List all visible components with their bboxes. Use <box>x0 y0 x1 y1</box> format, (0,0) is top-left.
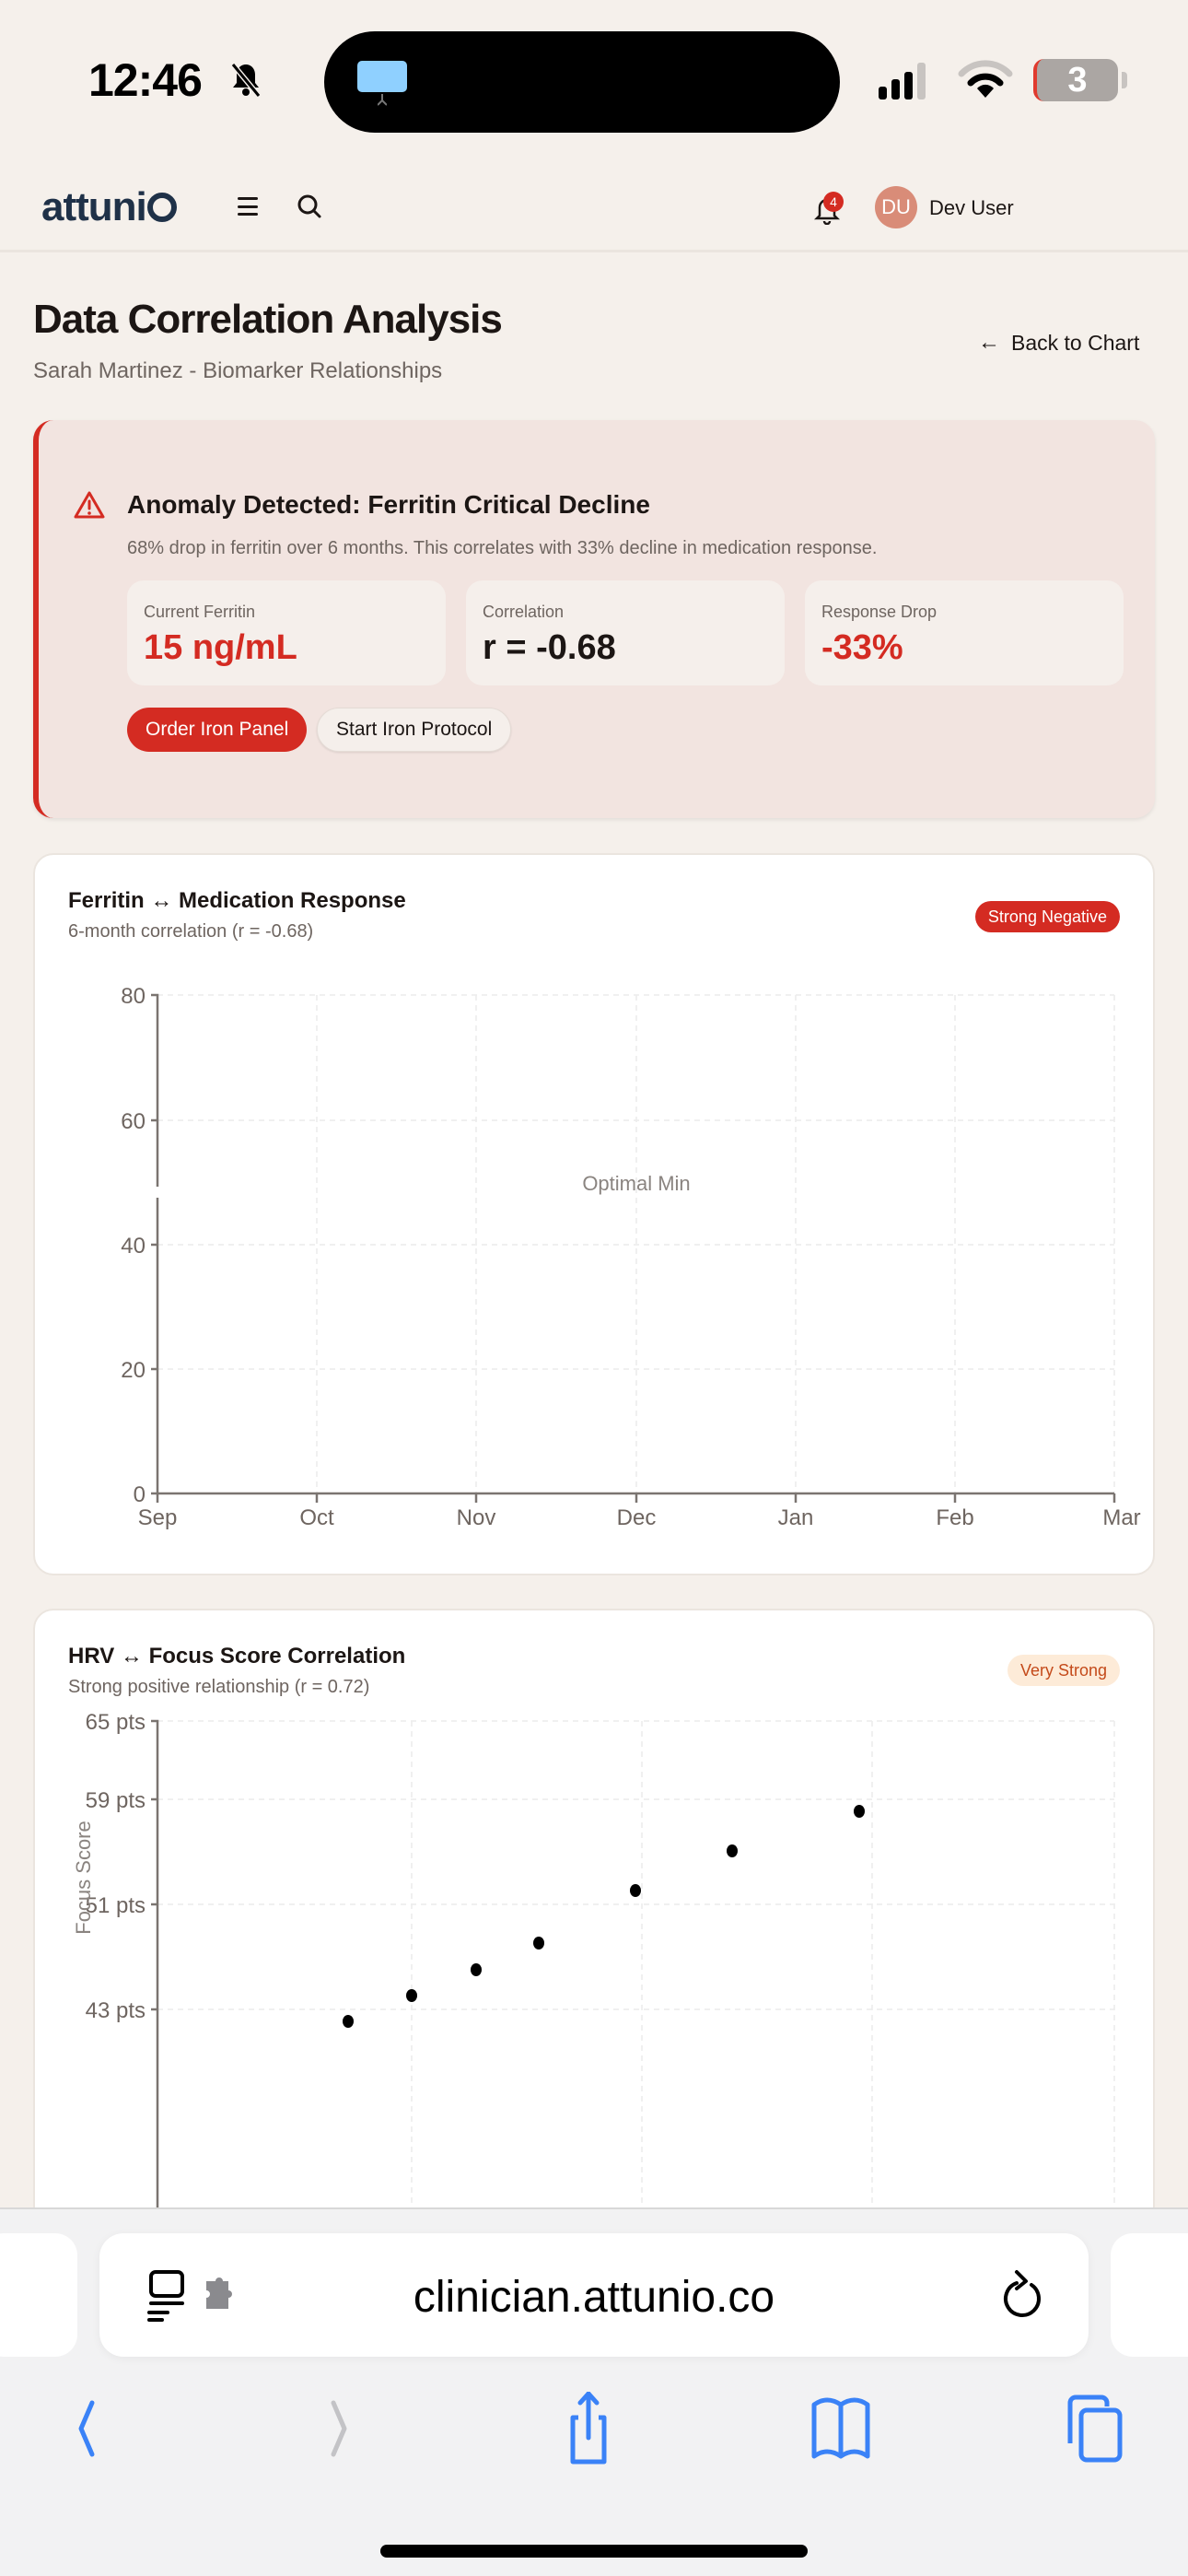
x-tick-sep: Sep <box>137 1505 178 1530</box>
battery-icon: 3 <box>1033 59 1118 101</box>
chart-title: HRV ↔ Focus Score Correlation <box>68 1644 406 1669</box>
x-tick-oct: Oct <box>299 1505 334 1530</box>
back-to-chart-link[interactable] <box>978 330 1139 356</box>
browser-nav-row <box>0 2392 1188 2465</box>
anomaly-alert-card <box>33 420 1155 818</box>
attunio-logo[interactable] <box>41 184 177 230</box>
search-icon[interactable] <box>297 193 322 219</box>
cellular-signal-icon <box>879 61 926 100</box>
page-subtitle: Sarah Martinez - Biomarker Relationships <box>33 358 443 383</box>
x-tick-dec: Dec <box>616 1505 657 1530</box>
back-chevron-icon[interactable] <box>55 2392 120 2465</box>
chart-title: Ferritin ↔ Medication Response <box>68 888 406 913</box>
logo-wave-icon <box>147 193 177 222</box>
metric-label: Correlation <box>483 603 565 621</box>
metric-correlation <box>466 580 785 685</box>
alert-title: Anomaly Detected: Ferritin Critical Decline <box>127 490 650 519</box>
chart-subtitle: 6-month correlation (r = -0.68) <box>68 921 314 942</box>
url-text: clinician.attunio.co <box>413 2273 775 2322</box>
start-iron-protocol-button[interactable]: Start Iron Protocol <box>317 708 511 752</box>
battery-cap <box>1122 72 1127 88</box>
metric-value: r = -0.68 <box>483 628 616 667</box>
user-name[interactable]: Dev User <box>929 196 1014 219</box>
metric-label: Response Drop <box>821 603 938 621</box>
y-axis-label-focus-score: Focus Score <box>72 1821 95 1935</box>
x-tick-nov: Nov <box>456 1505 496 1530</box>
notification-count-badge: 4 <box>823 192 844 212</box>
safari-toolbar <box>0 2207 1188 2576</box>
metric-response-drop <box>805 580 1124 685</box>
dynamic-island <box>324 31 840 133</box>
ferritin-chart-card <box>33 853 1155 1575</box>
y-tick-43: 43 pts <box>85 1998 146 2023</box>
y-tick-65: 65 pts <box>85 1710 146 1735</box>
warning-triangle-icon <box>74 490 105 520</box>
previous-tab-preview[interactable] <box>0 2233 77 2357</box>
metric-value: -33% <box>821 628 903 667</box>
arrow-left-icon: ← <box>978 330 1000 355</box>
forward-chevron-icon[interactable] <box>308 2392 372 2465</box>
chart-subtitle: Strong positive relationship (r = 0.72) <box>68 1677 370 1697</box>
x-tick-feb: Feb <box>936 1505 974 1530</box>
scatter-points <box>343 1805 865 2028</box>
y-tick-51: 51 pts <box>85 1893 146 1918</box>
tabs-overview-icon[interactable] <box>1061 2392 1125 2465</box>
very-strong-badge: Very Strong <box>1007 1655 1120 1686</box>
strong-negative-badge: Strong Negative <box>975 901 1120 932</box>
hrv-focus-scatter-chart <box>35 1610 1157 2255</box>
home-indicator[interactable] <box>380 2545 808 2558</box>
hamburger-menu-icon[interactable] <box>238 197 258 216</box>
share-icon[interactable] <box>556 2392 621 2465</box>
x-tick-mar: Mar <box>1102 1505 1141 1530</box>
reload-icon[interactable] <box>1000 2268 1048 2324</box>
y-tick-80: 80 <box>121 984 146 1009</box>
next-tab-preview[interactable] <box>1111 2233 1188 2357</box>
back-link-label: Back to Chart <box>1011 330 1140 355</box>
metric-current-ferritin <box>127 580 446 685</box>
y-tick-20: 20 <box>121 1358 146 1383</box>
metric-value: 15 ng/mL <box>144 628 297 667</box>
logo-text: attuni <box>41 184 146 229</box>
alert-description: 68% drop in ferritin over 6 months. This correlates with 33% decline in medication response. <box>127 538 878 558</box>
bookmarks-book-icon[interactable] <box>809 2392 873 2465</box>
stand-icon <box>378 94 387 107</box>
status-time: 12:46 <box>88 54 202 106</box>
y-tick-59: 59 pts <box>85 1788 146 1813</box>
y-tick-60: 60 <box>121 1109 146 1134</box>
metric-label: Current Ferritin <box>144 603 256 621</box>
ferritin-line-chart <box>35 855 1157 1577</box>
user-avatar[interactable]: DU <box>875 186 917 228</box>
app-header <box>0 166 1188 252</box>
page-title: Data Correlation Analysis <box>33 297 502 342</box>
order-iron-panel-button[interactable]: Order Iron Panel <box>127 708 307 752</box>
hrv-focus-chart-card <box>33 1609 1155 2254</box>
y-tick-40: 40 <box>121 1234 146 1259</box>
screen-mirror-icon <box>357 61 407 92</box>
address-bar[interactable] <box>99 2233 1089 2357</box>
mute-bell-icon <box>228 61 263 98</box>
wifi-icon <box>958 59 1013 100</box>
x-tick-jan: Jan <box>777 1505 814 1530</box>
status-bar <box>0 0 1188 157</box>
optimal-min-label: Optimal Min <box>582 1172 691 1195</box>
y-tick-0: 0 <box>133 1482 146 1507</box>
